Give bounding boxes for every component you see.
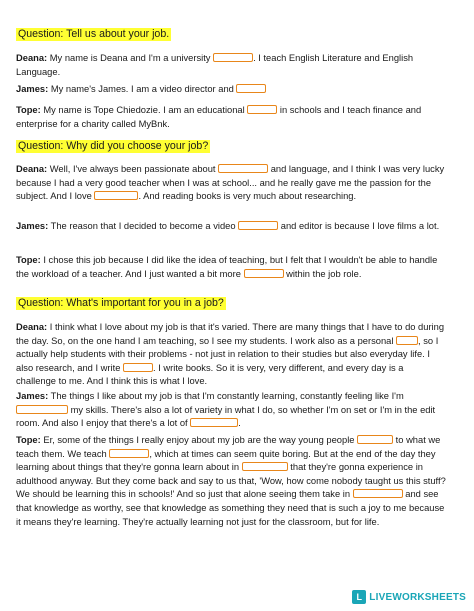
- speaker-label: James:: [16, 391, 49, 401]
- speaker-label: Deana:: [16, 322, 48, 332]
- answer-text: My name's James. I am a video director and: [48, 84, 234, 94]
- answer-text: My name is Deana and I'm a university: [47, 53, 211, 63]
- answer-tope-3: [16, 434, 446, 529]
- answer-text: I chose this job because I did like the idea of teaching, but I felt that I wouldn't be able to handle the workload of a teacher. And I just wanted a bit more: [16, 255, 438, 279]
- answer-text: in schools and I teach finance and enterprise for a charity called MyBnk.: [16, 105, 422, 129]
- answer-text: .: [238, 418, 241, 429]
- blank-input[interactable]: [16, 405, 68, 414]
- answer-james-3: [16, 390, 446, 431]
- blank-input[interactable]: [353, 489, 403, 498]
- answer-tope-2: [16, 254, 446, 281]
- liveworksheets-logo-icon: L: [352, 590, 366, 604]
- blank-input[interactable]: [238, 221, 278, 230]
- speaker-label: James:: [16, 221, 49, 231]
- answer-deana-2: [16, 163, 446, 204]
- blank-input[interactable]: [123, 363, 153, 372]
- answer-text: . I write books. So it is very, very different, and every day is a challenge to me. And I think this is what I love.: [16, 362, 404, 387]
- answer-text: . I teach English Literature and English Language.: [16, 53, 414, 77]
- answer-text: to what we teach them. We teach: [16, 435, 441, 459]
- answer-text: my skills. There's also a lot of variety in what I do, so whether I'm on set or I'm in the edit room. And also I enjoy that there's a lot of: [16, 404, 436, 429]
- answer-text: , which at times can seem quite boring. But at the end of the day they learning about things that they're gonna learn about in: [16, 448, 436, 473]
- answer-deana-1: [16, 52, 446, 79]
- answer-text: . And reading books is very much about researching.: [138, 191, 357, 202]
- speaker-label: Deana:: [16, 53, 48, 63]
- blank-input[interactable]: [109, 449, 149, 458]
- blank-input[interactable]: [396, 336, 418, 345]
- answer-text: I think what I love about my job is that it's varied. There are many things that I have to do during the day. So, on the one hand I am teaching, so I see my students. I work also as a personal: [16, 322, 445, 346]
- answer-james-2: [16, 220, 446, 234]
- answer-text: Er, some of the things I really enjoy about my job are the way young people: [40, 435, 355, 445]
- blank-input[interactable]: [190, 418, 238, 427]
- speaker-label: Tope:: [16, 255, 41, 265]
- answer-text: The things I like about my job is that I'm constantly learning, constantly feeling like I'm: [48, 391, 404, 401]
- speaker-label: Tope:: [16, 435, 41, 445]
- blank-input[interactable]: [247, 105, 277, 114]
- answer-text: that they're gonna experience in adulthood anyway. But they come back and say to us that, 'Wow, how come nobody taught us this stuff? We should be learning this in schools!' And so just that alone seeing them take in: [16, 462, 446, 500]
- blank-input[interactable]: [236, 84, 266, 93]
- answer-text: My name is Tope Chiedozie. I am an educational: [40, 105, 248, 115]
- question-heading-3: Question: What's important for you in a job?: [18, 297, 224, 309]
- answer-text: The reason that I decided to become a video: [48, 221, 236, 231]
- answer-james-1: [16, 83, 446, 97]
- blank-input[interactable]: [244, 269, 284, 278]
- answer-text: , so I actually help students with their problems - not just in relation to their studies but also everyday life. I also research, and I write: [16, 335, 439, 373]
- question-heading-2: Question: Why did you choose your job?: [18, 140, 209, 152]
- brand-name: LIVEWORKSHEETS: [369, 591, 466, 603]
- answer-text: Well, I've always been passionate about: [47, 164, 216, 174]
- blank-input[interactable]: [213, 53, 253, 62]
- speaker-label: Deana:: [16, 164, 48, 174]
- answer-text: and language, and I think I was very lucky because I had a very good teacher when I was at school... and he really gave me the passion for the subject. And I love: [16, 164, 445, 202]
- answer-text: within the job role.: [283, 268, 362, 279]
- blank-input[interactable]: [218, 164, 268, 173]
- blank-input[interactable]: [242, 462, 288, 471]
- answer-deana-3: [16, 321, 446, 389]
- blank-input[interactable]: [357, 435, 393, 444]
- question-heading-1: Question: Tell us about your job.: [18, 28, 170, 40]
- answer-tope-1: [16, 104, 446, 131]
- blank-input[interactable]: [94, 191, 138, 200]
- speaker-label: Tope:: [16, 105, 41, 115]
- liveworksheets-brand[interactable]: [352, 589, 466, 605]
- speaker-label: James:: [16, 84, 49, 94]
- answer-text: and editor is because I love films a lot.: [278, 221, 440, 231]
- answer-text: and see that knowledge as worthy, see that knowledge as something they need that is such a joy to me because it means they're learning. They're actually learning not just for the classroom, but for life.: [16, 489, 445, 527]
